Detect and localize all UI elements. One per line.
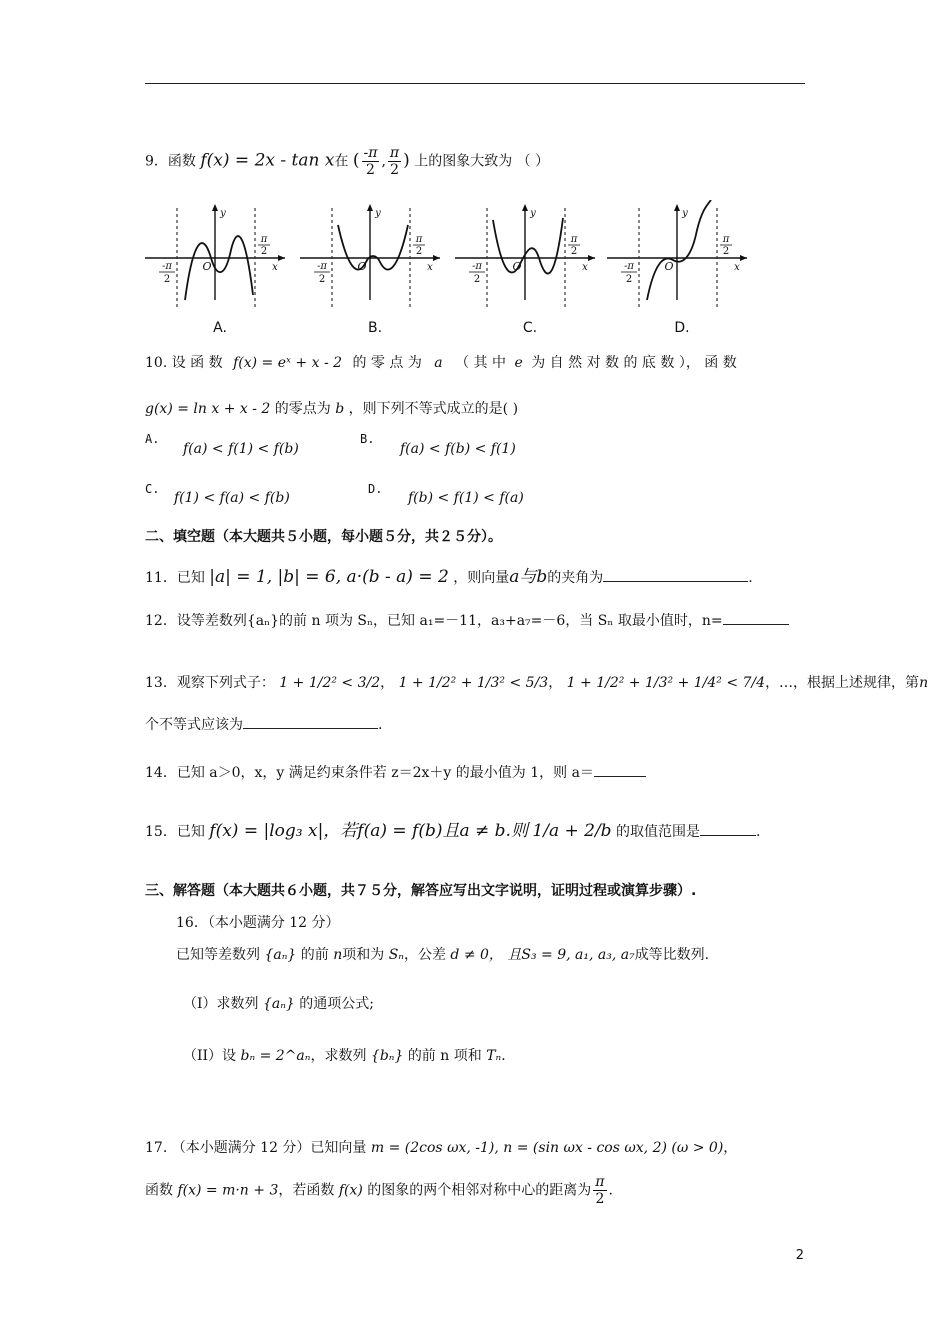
graph-d-negpi-top: -π [624, 261, 634, 272]
q15-frac-expr: 1/a + 2/b [532, 821, 612, 841]
q16-sn: Sₙ [388, 947, 404, 963]
q10-expr-f: f(x) = eˣ + x - 2 [233, 355, 343, 371]
q16-text-c: 项和为 [342, 947, 385, 963]
q17-end: . [608, 1182, 613, 1199]
q11-mid: ，则向量 [453, 570, 510, 586]
q16-part2-c: 的前 n 项和 [407, 1048, 482, 1064]
q10-option-a-expr: f(a) < f(1) < f(b) [183, 441, 299, 457]
graph-d-y-arrow [674, 204, 680, 211]
q17-text-d: ，若函数 [278, 1182, 335, 1199]
graph-c-negpi-bottom: 2 [473, 274, 481, 285]
graph-c-pi-bottom: 2 [570, 246, 578, 257]
q13-ineq-3: 1 + 1/2² + 1/3² + 1/4² < 7/4 [566, 675, 766, 691]
graph-b-y-label: y [375, 208, 381, 219]
q16-part1 [183, 993, 374, 1015]
graph-a-negpi-top: -π [162, 261, 172, 272]
q16-end: . [501, 1048, 506, 1064]
graph-c-option-label: C. [522, 320, 538, 336]
q9-graph-options [145, 200, 755, 348]
q14-answer-blank[interactable] [594, 762, 646, 777]
q16-text-a: 已知等差数列 [176, 947, 260, 963]
q10-text-1: 10. 设 函 数 [145, 355, 223, 371]
q16-an: {aₙ} [264, 947, 297, 963]
q10-option-b-label: B. [360, 432, 375, 446]
q10-option-d-label: D. [368, 482, 383, 496]
q11-answer-blank[interactable] [603, 567, 748, 582]
q14-text: 14．已知 a＞0，x，y 满足约束条件若 z＝2x＋y 的最小值为 1，则 a＝ [145, 765, 594, 781]
q10-option-c-expr: f(1) < f(a) < f(b) [174, 490, 290, 506]
q11-expr: |a| = 1, |b| = 6, a·(b - a) = 2 [209, 567, 449, 587]
q9-interval-close: ) [403, 150, 410, 171]
q10-text-4: 为 自 然 对 数 的 底 数 ）， 函 数 [531, 355, 737, 371]
q9-graphs-svg [145, 200, 755, 348]
graph-b-y-arrow [367, 204, 373, 211]
q16-part1-an: {aₙ} [262, 996, 295, 1012]
q17-fx2: f(x) [338, 1182, 363, 1199]
graph-b-x-label: x [427, 262, 433, 273]
graph-d-curve [647, 200, 711, 300]
q16-n: n [333, 947, 343, 963]
question-10-line1 [145, 352, 737, 374]
q13-ineq-2: 1 + 1/2² + 1/3² < 5/3 [398, 675, 549, 691]
question-13-line2 [145, 714, 382, 736]
graph-d-pi-bottom: 2 [722, 246, 730, 257]
q10-text-3: （ 其 中 [455, 355, 507, 371]
graph-b-option-label: B. [367, 320, 383, 336]
q10-option-b [360, 428, 374, 450]
q10-option-a-label: A. [145, 432, 160, 446]
graph-d-origin-label: O [664, 260, 674, 273]
graph-d-x-arrow [740, 255, 747, 261]
graph-a-option-label: A. [213, 320, 227, 336]
q16-part1-b: 的通项公式; [299, 996, 374, 1012]
q10-var-e: e [514, 355, 523, 371]
q11-ab: a与b [509, 567, 548, 587]
graph-d-negpi-bottom: 2 [625, 274, 633, 285]
graph-a-origin-label: O [202, 260, 212, 273]
question-12 [145, 610, 789, 632]
graph-c-x-arrow [588, 255, 595, 261]
q10-text-2: 的 零 点 为 [352, 355, 422, 371]
q9-on: 在 [334, 153, 349, 170]
q17-line1 [145, 1137, 737, 1159]
graph-c-x-label: x [582, 262, 588, 273]
graph-c-pi-top: π [570, 234, 578, 245]
q10-option-b-expr: f(a) < f(b) < f(1) [400, 441, 516, 457]
q13-n: n [919, 675, 929, 691]
q16-cond: d ≠ 0， 且S₃ = 9, a₁, a₃, a₇ [450, 947, 635, 963]
q9-expr: f(x) = 2x - tan x [200, 150, 335, 171]
q17-fx: f(x) = m·n + 3 [177, 1182, 279, 1199]
q17-line2 [145, 1174, 613, 1207]
question-13-line1: 13．观察下列式子： 1 + 1/2² < 3/2， 1 + 1/2² + 1/3² < 5/3， 1 + 1/2² + 1/3² + 1/4² < 7/4，…，根据上述规律，第n [145, 675, 929, 691]
graph-d-x-label: x [734, 262, 740, 273]
graph-b-x-arrow [433, 255, 440, 261]
question-11 [145, 566, 753, 589]
graph-c-y-arrow [522, 204, 528, 211]
q16-text-b: 的前 [300, 947, 329, 963]
q9-frac-pos: $\frac{\pi}{2}$ [389, 145, 400, 178]
graph-c-origin-label: O [512, 260, 522, 273]
q16-part1-a: （I）求数列 [183, 996, 259, 1012]
q17-vectors: m = (2cos ωx, -1), n = (sin ωx - cos ωx, 2) (ω > 0) [370, 1140, 724, 1156]
header-rule [145, 83, 805, 84]
q16-tn: Tₙ [486, 1048, 502, 1064]
graph-c-y-label: y [530, 208, 536, 219]
q17-text-e: 的图象的两个相邻对称中心的距离为 [367, 1182, 592, 1199]
graph-a-y-arrow [212, 204, 218, 211]
q16-part2-a: （II）设 [183, 1048, 237, 1064]
graph-a-pi-top: π [260, 234, 268, 245]
q11-suffix: 的夹角为 [547, 570, 604, 586]
q9-frac-neg: $\frac{-\pi}{2}$ [363, 145, 378, 178]
graph-a-y-label: y [220, 208, 226, 219]
q17-text-a: 17. （本小题满分 12 分）已知向量 [145, 1140, 367, 1156]
question-10-line2 [145, 398, 518, 420]
section-2-heading: 二、填空题（本大题共５小题，每小题５分，共２５分）。 [145, 529, 502, 545]
q9-suffix: 上的图象大致为 （ ） [414, 153, 550, 170]
q15-answer-blank[interactable] [700, 821, 756, 836]
graph-a-x-arrow [278, 255, 285, 261]
q17-text-b: ， [723, 1140, 738, 1156]
q15-end: . [756, 824, 761, 840]
q9-prefix: 9．函数 [145, 153, 196, 170]
q16-text-d: ，公差 [403, 947, 446, 963]
q16-part2 [183, 1045, 506, 1067]
graph-b-origin-label: O [357, 260, 367, 273]
q16-header: 16．（本小题满分 12 分） [176, 915, 340, 931]
q16-line1 [176, 944, 709, 966]
q10-option-d-expr: f(b) < f(1) < f(a) [408, 490, 524, 506]
q15-prefix: 15．已知 [145, 824, 205, 840]
q16-part2-b: ，求数列 [310, 1048, 367, 1064]
q11-end: . [748, 570, 753, 586]
graph-d-option-label: D. [674, 320, 690, 336]
graph-b-pi-bottom: 2 [415, 246, 423, 257]
q13-line2: 个不等式应该为 [145, 717, 243, 733]
graph-b-curve [338, 225, 408, 270]
q10-option-d [368, 478, 382, 500]
q10-option-c [145, 478, 159, 500]
q16-bn-def: bₙ = 2^aₙ [240, 1048, 311, 1064]
q13-prefix: 13．观察下列式子： [145, 675, 275, 691]
q12-text: 12．设等差数列{aₙ}的前 n 项为 Sₙ，已知 a₁=－11，a₃+a₇=－6，当 Sₙ 取最小值时，n= [145, 613, 723, 629]
question-14 [145, 762, 646, 784]
q17-text-c: 函数 [145, 1182, 173, 1199]
graph-b-negpi-top: -π [317, 261, 327, 272]
page-number: 2 [795, 1248, 804, 1263]
q16-text-e: 成等比数列. [634, 947, 710, 963]
question-15 [145, 820, 760, 843]
q13-suffix: ，…，根据上述规律，第 [765, 675, 920, 691]
q15-expr: f(x) = |log₃ x|，若f(a) = f(b)且a ≠ b.则 [209, 821, 528, 841]
graph-c-negpi-top: -π [472, 261, 482, 272]
q15-suffix: 的取值范围是 [616, 824, 701, 840]
q16-bn: {bₙ} [370, 1048, 404, 1064]
q10-option-a [145, 428, 159, 450]
graph-a-pi-bottom: 2 [260, 246, 268, 257]
q13-end: . [378, 717, 383, 733]
q9-interval-open: ( [352, 150, 360, 171]
q10-var-a: a [434, 355, 443, 371]
graph-a-negpi-bottom: 2 [163, 274, 171, 285]
q10-text-5: 的零点为 [274, 401, 331, 417]
section-3-heading: 三、解答题（本大题共６小题，共７５分，解答应写出文字说明，证明过程或演算步骤）. [145, 883, 697, 899]
q13-ineq-1: 1 + 1/2² < 3/2 [279, 675, 381, 691]
question-9: 9．函数 f(x) = 2x - tan x在 ( $\frac{-\pi}{2}$ , $\frac{\pi}{2}$ ) 上的图象大致为 （ ） [145, 145, 550, 178]
q17-frac: $\frac{\pi}{2}$ [595, 1174, 605, 1207]
graph-d-pi-top: π [722, 234, 730, 245]
q10-var-b: b [335, 401, 345, 417]
q10-option-c-label: C. [145, 482, 160, 496]
graph-c-curve [493, 218, 563, 274]
q13-answer-blank[interactable] [243, 714, 378, 729]
q12-answer-blank[interactable] [723, 610, 789, 625]
graph-b-negpi-bottom: 2 [318, 274, 326, 285]
graph-a-curve [185, 236, 253, 300]
q10-expr-g: g(x) = ln x + x - 2 [145, 401, 271, 417]
graph-a-x-label: x [272, 262, 278, 273]
graph-d-y-label: y [682, 208, 688, 219]
q10-text-6: ，则下列不等式成立的是( ) [348, 401, 519, 417]
graph-b-pi-top: π [415, 234, 423, 245]
q11-prefix: 11．已知 [145, 570, 205, 586]
